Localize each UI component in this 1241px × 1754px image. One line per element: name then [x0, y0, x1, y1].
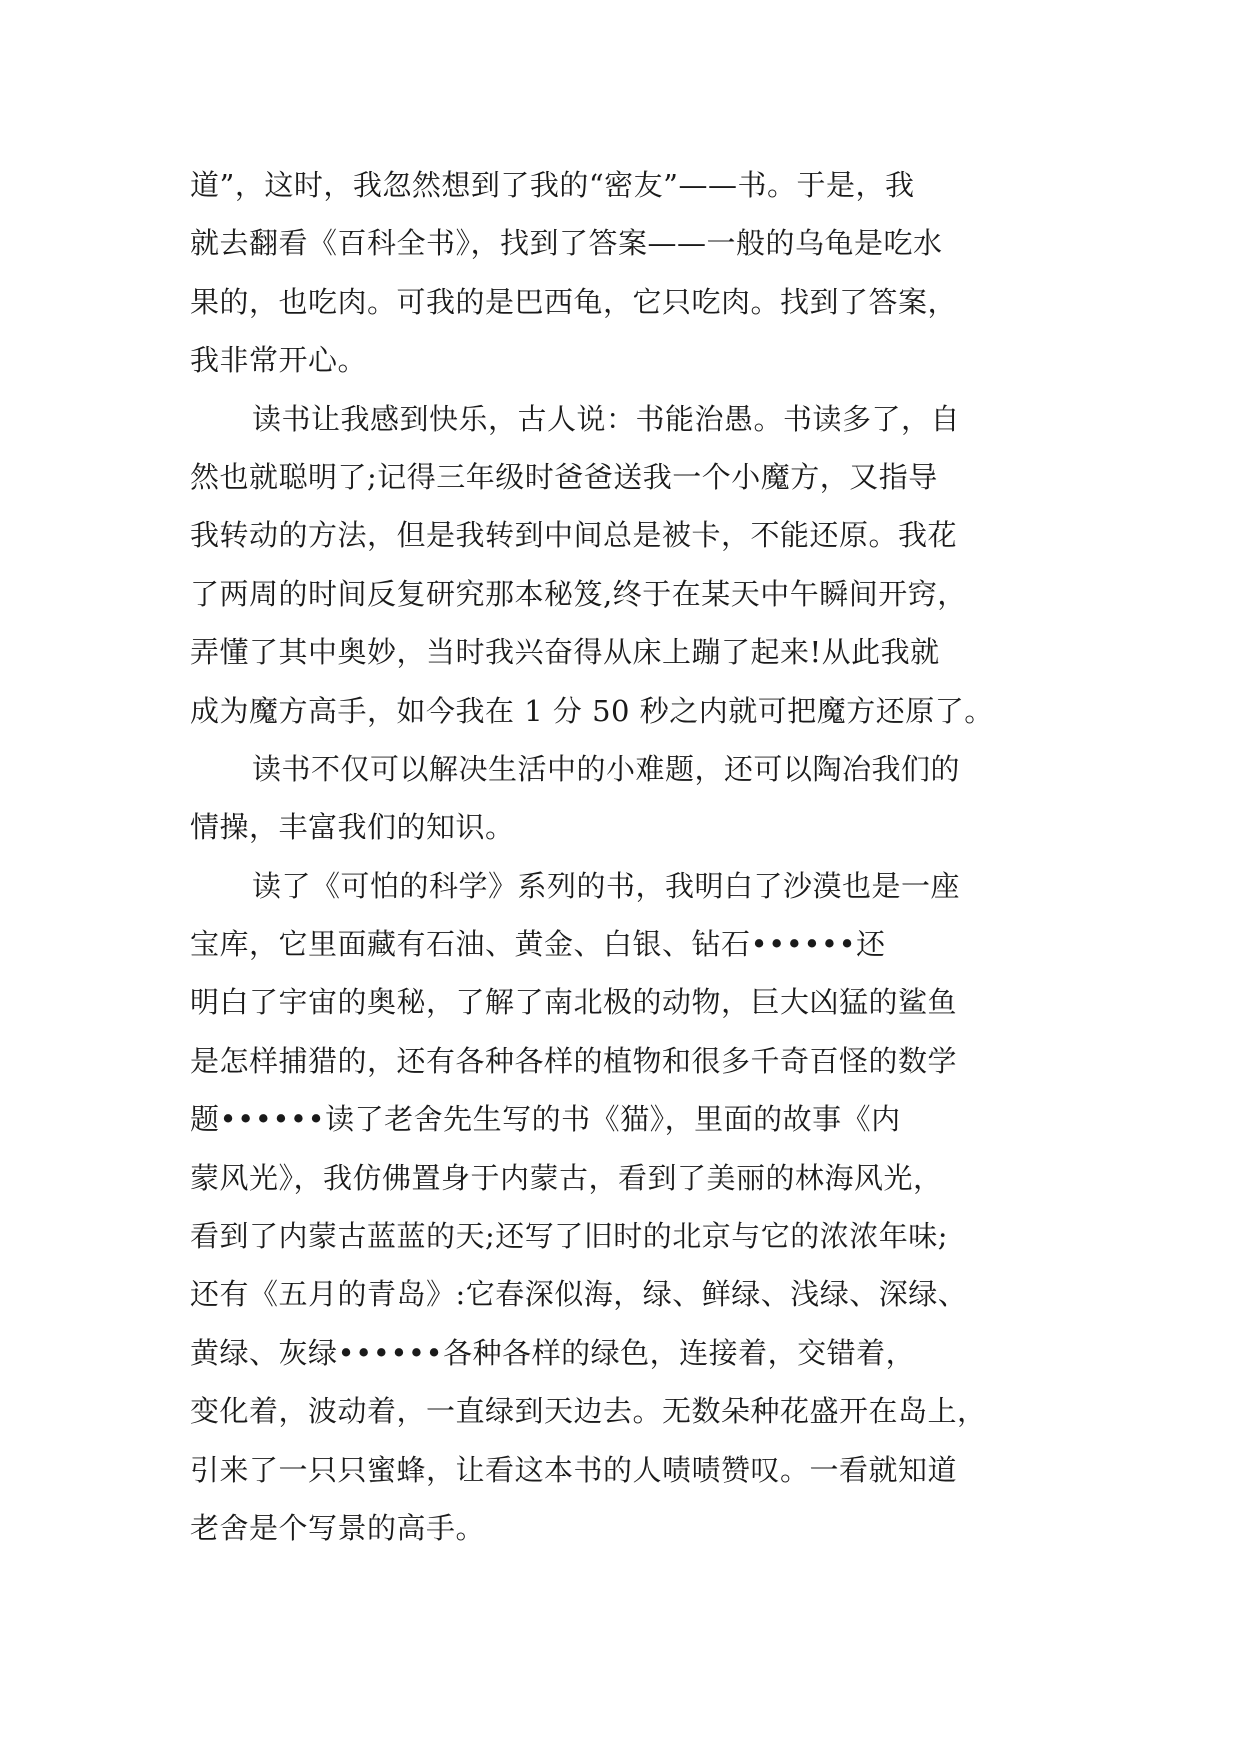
- text-line: 果的，也吃肉。可我的是巴西龟，它只吃肉。找到了答案，: [190, 284, 958, 319]
- text-line: 成为魔方高手，如今我在 1 分 50 秒之内就可把魔方还原了。: [190, 693, 994, 728]
- text-line: 老舍是个写景的高手。: [190, 1510, 486, 1545]
- text-line: 黄绿、灰绿••••••各种各样的绿色，连接着，交错着，: [190, 1335, 916, 1370]
- text-line: 变化着，波动着，一直绿到天边去。无数朵种花盛开在岛上，: [190, 1394, 987, 1429]
- text-line: 就去翻看《百科全书》，找到了答案——一般的乌龟是吃水: [190, 226, 943, 261]
- text-line: 引来了一只只蜜蜂，让看这本书的人啧啧赞叹。一看就知道: [190, 1452, 958, 1487]
- text-line: 然也就聪明了;记得三年级时爸爸送我一个小魔方，又指导: [190, 459, 938, 494]
- text-line: 看到了内蒙古蓝蓝的天;还写了旧时的北京与它的浓浓年味;: [190, 1219, 949, 1254]
- paragraph-first-line: 读了《可怕的科学》系列的书，我明白了沙漠也是一座: [252, 868, 961, 903]
- text-line: 题••••••读了老舍先生写的书《猫》，里面的故事《内: [190, 1102, 901, 1137]
- text-line: 情操，丰富我们的知识。: [190, 810, 515, 845]
- text-line: 是怎样捕猎的，还有各种各样的植物和很多千奇百怪的数学: [190, 1043, 958, 1078]
- text-line: 蒙风光》，我仿佛置身于内蒙古，看到了美丽的林海风光，: [190, 1160, 943, 1195]
- paragraph-first-line: 读书让我感到快乐，古人说：书能治愚。书读多了，自: [252, 401, 961, 436]
- text-line: 了两周的时间反复研究那本秘笈,终于在某天中午瞬间开窍，: [190, 576, 967, 611]
- text-line: 宝库，它里面藏有石油、黄金、白银、钻石••••••还: [190, 927, 886, 962]
- text-line: 道”，这时，我忽然想到了我的“密友”——书。于是，我: [190, 168, 915, 202]
- paragraph-first-line: 读书不仅可以解决生活中的小难题，还可以陶冶我们的: [252, 751, 961, 786]
- text-line: 弄懂了其中奥妙，当时我兴奋得从床上蹦了起来!从此我就: [190, 635, 940, 670]
- text-line: 明白了宇宙的奥秘，了解了南北极的动物，巨大凶猛的鲨鱼: [190, 985, 958, 1020]
- body-text: [190, 156, 1050, 1557]
- text-line: 我非常开心。: [190, 343, 368, 378]
- text-line: 我转动的方法，但是我转到中间总是被卡，不能还原。我花: [190, 518, 958, 553]
- text-line: 还有《五月的青岛》:它春深似海，绿、鲜绿、浅绿、深绿、: [190, 1277, 968, 1312]
